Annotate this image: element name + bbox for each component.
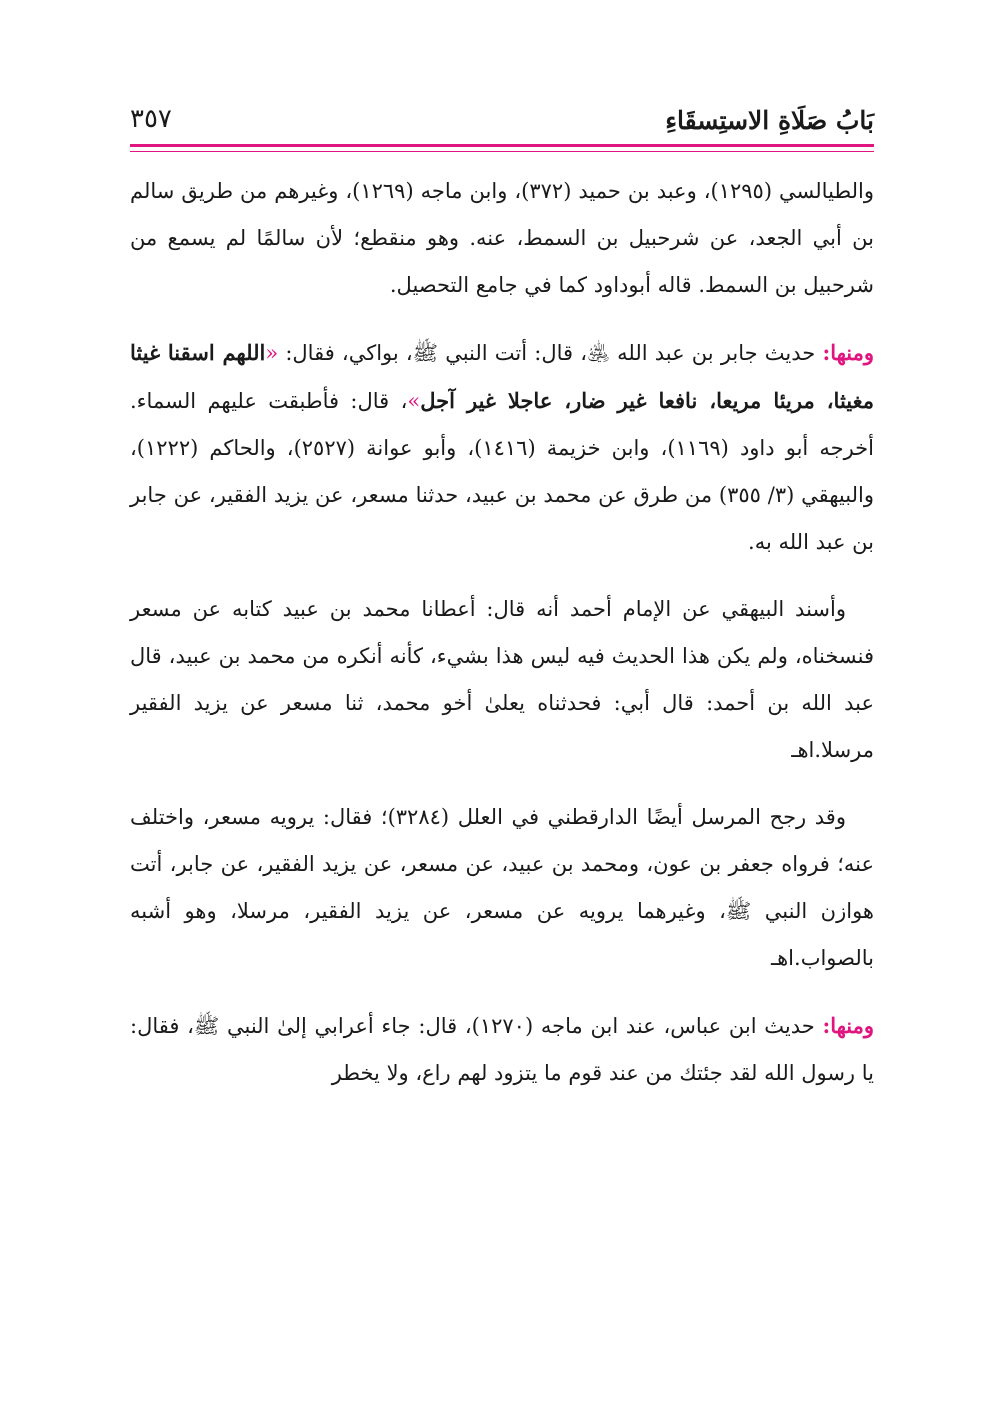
paragraph-text: حديث ابن عباس، عند ابن ماجه (١٢٧٠)، قال: جاء أعرابي إلىٰ النبي ﷺ، فقال: يا رسول الله لقد جئتك من عند قوم ما يتزود لهم راع، ولا يخطر [130, 1014, 874, 1085]
paragraph-1 [130, 168, 874, 309]
section-lead: ومنها: [822, 1013, 874, 1038]
quote-close: » [407, 389, 421, 413]
hadith-text: اللهم اسقنا غيثا مغيثا، مريئا مريعا، نافعا غير ضار، عاجلا غير آجل [130, 340, 874, 413]
paragraph-text: ، قال: فأطبقت عليهم السماء. أخرجه أبو داود (١١٦٩)، وابن خزيمة (١٤١٦)، وأبو عوانة (٢٥٢٧)، والحاكم (١٢٢٢)، والبيهقي (٣/ ٣٥٥) من طرق عن محمد بن عبيد، حدثنا مسعر، عن يزيد الفقير، عن جابر بن عبد الله به. [130, 389, 874, 554]
paragraph-text: وأسند البيهقي عن الإمام أحمد أنه قال: أعطانا محمد بن عبيد كتابه عن مسعر فنسخناه، ولم يكن هذا الحديث فيه ليس هذا بشيء، كأنه أنكره من محمد بن عبيد، قال عبد الله بن أحمد: قال أبي: فحدثناه يعلىٰ أخو محمد، ثنا مسعر عن يزيد الفقير مرسلا.اهـ [130, 597, 874, 762]
chapter-title: بَابُ صَلَاةِ الاستِسقَاءِ [665, 106, 874, 135]
header-rule-thick [130, 144, 874, 147]
page-body [130, 168, 874, 1117]
page-number: ٣٥٧ [130, 104, 172, 134]
paragraph-text: حديث جابر بن عبد الله ﵁، قال: أتت النبي ﷺ، بواكي، فقال: [278, 341, 823, 365]
paragraph-2 [130, 329, 874, 566]
header-rule-thin [130, 151, 874, 152]
paragraph-4 [130, 794, 874, 982]
section-lead: ومنها: [822, 340, 875, 365]
page-header [130, 100, 874, 144]
paragraph-text: والطيالسي (١٢٩٥)، وعبد بن حميد (٣٧٢)، وابن ماجه (١٢٦٩)، وغيرهم من طريق سالم بن أبي الجعد، عن شرحبيل بن السمط، عنه. وهو منقطع؛ لأن سالمًا لم يسمع من شرحبيل بن السمط. قاله أبوداود كما في جامع التحصيل. [130, 179, 875, 297]
paragraph-text: وقد رجح المرسل أيضًا الدارقطني في العلل (٣٢٨٤)؛ فقال: يرويه مسعر، واختلف عنه؛ فرواه جعفر بن عون، ومحمد بن عبيد، عن مسعر، عن يزيد الفقير، عن جابر، أتت هوازن النبي ﷺ، وغيرهما يرويه عن مسعر، عن يزيد الفقير، مرسلا، وهو أشبه بالصواب.اهـ [130, 805, 874, 970]
paragraph-5 [130, 1002, 874, 1097]
quote-open: « [265, 341, 279, 365]
paragraph-3 [130, 586, 874, 774]
